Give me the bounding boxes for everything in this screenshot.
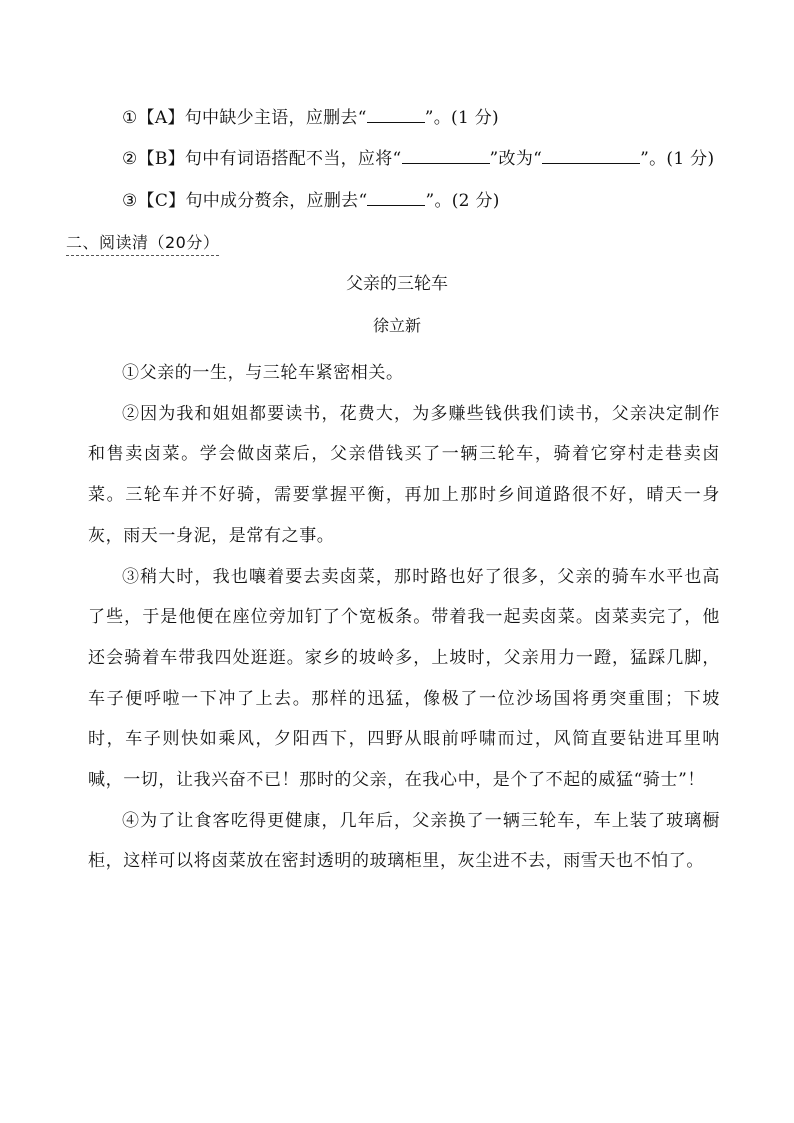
question-3-score: ”。(2 分)	[425, 191, 500, 211]
article-paragraph-3: ③稍大时，我也嚷着要去卖卤菜，那时路也好了很多，父亲的骑车水平也高了些，于是他便在座位旁加钉了个宽板条。带着我一起卖卤菜。卤菜卖完了，他还会骑着车带我四处逛逛。家乡的坡岭多，上坡时，父亲用力一蹬，猛踩几脚，车子便呼啦一下冲了上去。那样的迅猛，像极了一位沙场国将勇突重围；下坡时，车子则快如乘风，夕阳西下，四野从眼前呼啸而过，风简直要钻进耳里呐喊，一切，让我兴奋不已！那时的父亲，在我心中，是个了不起的威猛“骑士”！	[88, 566, 720, 791]
article-title: 父亲的三轮车	[346, 274, 448, 294]
answer-blank-3[interactable]	[367, 189, 425, 206]
article-body	[88, 353, 720, 882]
question-1-score: ”。(1 分)	[424, 108, 499, 128]
question-3-text: ③【C】句中成分赘余，应删去“	[122, 191, 368, 211]
section-heading: 二、阅读清（20分）	[66, 232, 219, 256]
article-author: 徐立新	[372, 316, 421, 335]
question-line-2	[122, 147, 714, 171]
question-1-text: ①【A】句中缺少主语，应删去“	[122, 108, 367, 128]
question-2-middle: ”改为“	[489, 149, 543, 169]
question-2-score: ”。(1 分)	[640, 149, 715, 169]
article-paragraph-4: ④为了让食客吃得更健康，几年后，父亲换了一辆三轮车，车上装了玻璃橱柜，这样可以将卤菜放在密封透明的玻璃柜里，灰尘进不去，雨雪天也不怕了。	[88, 810, 720, 872]
article-paragraph-2: ②因为我和姐姐都要读书，花费大，为多赚些钱供我们读书，父亲决定制作和售卖卤菜。学会做卤菜后，父亲借钱买了一辆三轮车，骑着它穿村走巷卖卤菜。三轮车并不好骑，需要掌握平衡，再加上那时乡间道路很不好，晴天一身灰，雨天一身泥，是常有之事。	[88, 403, 720, 546]
answer-blank-2b[interactable]	[542, 147, 640, 164]
question-line-3	[122, 189, 500, 213]
question-2-text: ②【B】句中有词语搭配不当，应将“	[122, 149, 402, 169]
article-paragraph-1: ①父亲的一生，与三轮车紧密相关。	[122, 363, 404, 383]
answer-blank-2a[interactable]	[402, 147, 490, 164]
answer-blank-1[interactable]	[367, 106, 425, 123]
question-line-1	[122, 106, 499, 130]
